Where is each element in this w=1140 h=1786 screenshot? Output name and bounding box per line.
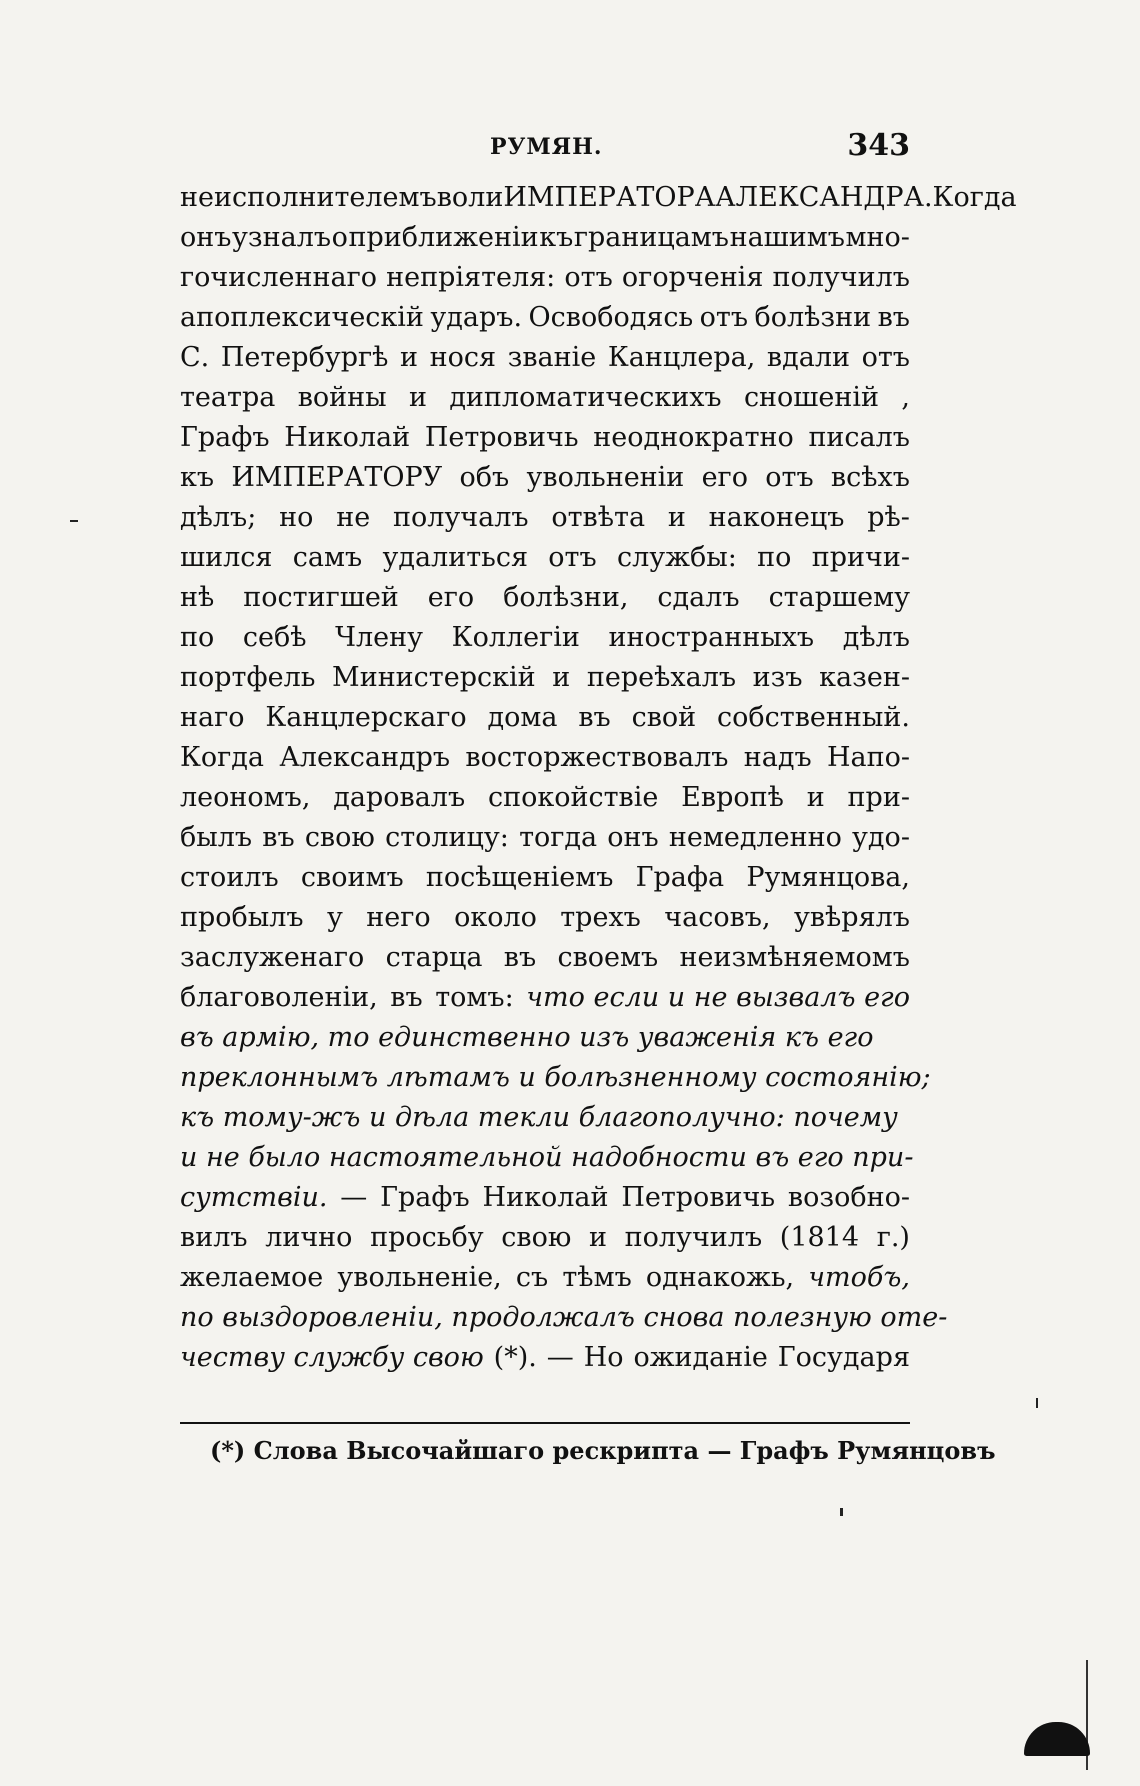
scan-speck (1036, 1398, 1038, 1408)
word: (*). (493, 1342, 537, 1373)
word: къ тому-жъ и дѣла текли благополучно: почему (180, 1102, 898, 1133)
word: заслуженаго (180, 942, 365, 973)
word: воли (436, 182, 504, 213)
word: собственный. (717, 702, 910, 733)
word: надъ (743, 742, 812, 773)
word: его (427, 582, 475, 613)
word: онъ (180, 222, 232, 253)
word: Коллегіи (451, 622, 580, 653)
text-line (180, 578, 910, 618)
word: пробылъ (180, 902, 304, 933)
word: неоднократно (593, 422, 794, 453)
text-line (180, 1138, 914, 1178)
word: объ (459, 462, 510, 493)
text-line (180, 618, 910, 658)
word: отвѣта (551, 502, 646, 533)
word: нося (429, 342, 497, 373)
word: и (400, 342, 419, 373)
word: въ (877, 302, 910, 333)
word: переѣхалъ (586, 662, 737, 693)
word: границамъ (573, 222, 729, 253)
word: непріятеля: (386, 262, 556, 293)
word: по (180, 622, 215, 653)
word: Европѣ (681, 782, 784, 813)
word: при- (847, 782, 910, 813)
word: былъ (180, 822, 253, 853)
text-line (180, 418, 910, 458)
text-line (180, 458, 910, 498)
word: рѣ- (867, 502, 910, 533)
word: Графъ (380, 1182, 470, 1213)
text-line (180, 498, 910, 538)
word: Николай (284, 422, 411, 453)
word: получалъ (392, 502, 529, 533)
word: званіе (507, 342, 597, 373)
word: неисполнителемъ (180, 182, 437, 213)
word: портфель (180, 662, 316, 693)
word: въ армію, то единственно изъ уваженія къ его (180, 1022, 874, 1053)
word: Освободясь (528, 302, 694, 333)
word: Петровичь (424, 422, 579, 453)
word: нѣ (180, 582, 215, 613)
word: казен- (819, 662, 910, 693)
word: Графъ (180, 422, 270, 453)
word: увольненіи (526, 462, 685, 493)
word: желаемое (180, 1262, 324, 1293)
word: чтобъ, (808, 1262, 910, 1293)
word: ИМПЕРАТОРУ (231, 462, 443, 493)
word: и (667, 502, 686, 533)
word: шился (180, 542, 273, 573)
word: болѣзни, (503, 582, 629, 613)
word: Государя (777, 1342, 910, 1373)
word: отъ (861, 342, 910, 373)
text-line (180, 738, 910, 778)
word: къ (539, 222, 574, 253)
word: посѣщеніемъ (425, 862, 614, 893)
footnote-rule (180, 1422, 910, 1424)
thumb-blot (1024, 1722, 1090, 1756)
word: сдалъ (657, 582, 740, 613)
word: Румянцова, (746, 862, 910, 893)
word: въ (262, 822, 295, 853)
word: и (552, 662, 571, 693)
running-head (180, 128, 910, 168)
word: даровалъ (333, 782, 466, 813)
word: удалиться (382, 542, 528, 573)
word: гочисленнаго (180, 262, 377, 293)
word: трехъ (560, 902, 641, 933)
scan-speck (840, 1508, 843, 1516)
word: свой (631, 702, 697, 733)
text-line (180, 818, 910, 858)
word: мно- (845, 222, 910, 253)
word: своемъ (557, 942, 659, 973)
word: въ (578, 702, 611, 733)
text-line (180, 378, 910, 418)
word: Александръ (279, 742, 451, 773)
word: приближеніи (348, 222, 539, 253)
word: апоплексическій (180, 302, 424, 333)
word: онъ (607, 822, 659, 853)
word: Николай (482, 1182, 609, 1213)
word: сношеній (743, 382, 880, 413)
word: огорченія (621, 262, 764, 293)
word: наго (180, 702, 245, 733)
text-line (180, 1058, 931, 1098)
word: увѣрялъ (793, 902, 910, 933)
word: лично (265, 1222, 353, 1253)
text-line (180, 658, 910, 698)
word: однакожь, (645, 1262, 795, 1293)
word: самъ (292, 542, 363, 573)
word: постигшей (243, 582, 399, 613)
word: немедленно (668, 822, 842, 853)
word: Графа (635, 862, 725, 893)
word: и не было настоятельной надобности въ его при- (180, 1142, 914, 1173)
text-line (180, 938, 910, 978)
word: отъ (699, 302, 749, 333)
word: часовъ, (664, 902, 771, 933)
text-line (180, 898, 910, 938)
text-line (180, 218, 910, 258)
word: восторжествовалъ (465, 742, 729, 773)
page-number: 343 (847, 128, 910, 163)
word: къ (180, 462, 215, 493)
text-line (180, 1098, 910, 1138)
word: и (589, 1222, 607, 1253)
word: сутствіи. (180, 1182, 328, 1213)
word: по выздоровленіи, продолжалъ снова полезную оте- (180, 1302, 948, 1333)
text-line (180, 1178, 910, 1218)
word: тѣмъ (562, 1262, 632, 1293)
word: иностранныхъ (608, 622, 815, 653)
text-line (180, 858, 910, 898)
word: томъ: (435, 982, 514, 1013)
body-text (180, 178, 1017, 1378)
word: ожиданіе (633, 1342, 768, 1373)
word: — (546, 1342, 574, 1373)
word: Когда (180, 742, 265, 773)
word: честву службу свою (180, 1342, 484, 1373)
text-line (180, 1258, 910, 1298)
word: причи- (811, 542, 910, 573)
text-line (180, 778, 910, 818)
word: свою (304, 822, 375, 853)
word: Канцлерскаго (265, 702, 467, 733)
word: него (366, 902, 431, 933)
word: всѣхъ (830, 462, 910, 493)
word: г.) (876, 1222, 910, 1253)
text-line (180, 978, 910, 1018)
word: наконецъ (708, 502, 845, 533)
text-line (180, 258, 910, 298)
word: нашимъ (729, 222, 845, 253)
text-line (180, 1218, 910, 1258)
running-title: РУМЯН. (490, 134, 603, 160)
word: — (340, 1182, 368, 1213)
word: дѣлъ (842, 622, 910, 653)
word: его (701, 462, 748, 493)
word: , (901, 382, 910, 413)
word: леономъ, (180, 782, 311, 813)
word: получилъ (772, 262, 910, 293)
word: въ (390, 982, 423, 1013)
text-line (180, 698, 910, 738)
word: вилъ (180, 1222, 248, 1253)
word: вдали (766, 342, 850, 373)
word: возобно- (787, 1182, 910, 1213)
word: свою (501, 1222, 572, 1253)
word: что если и не вызвалъ его (526, 982, 910, 1013)
footnote: (*) Слова Высочайшаго рескрипта — Графъ Румянцовъ (210, 1436, 996, 1465)
word: благоволеніи, (180, 982, 378, 1013)
word: Но (583, 1342, 624, 1373)
word: получилъ (624, 1222, 763, 1253)
text-line (180, 178, 1017, 218)
word: дома (487, 702, 558, 733)
word: старца (385, 942, 483, 973)
word: Члену (335, 622, 424, 653)
word: столицу: (385, 822, 509, 853)
word: преклоннымъ лѣтамъ и болѣзненному состоянію; (180, 1062, 931, 1093)
word: ИМПЕРАТОРА (503, 182, 716, 213)
word: своимъ (300, 862, 404, 893)
word: дипломатическихъ (449, 382, 722, 413)
word: себѣ (242, 622, 307, 653)
word: узналъ (232, 222, 332, 253)
word: но (279, 502, 314, 533)
text-line (180, 1018, 910, 1058)
word: изъ (752, 662, 803, 693)
word: болѣзни (754, 302, 872, 333)
text-line (180, 1298, 948, 1338)
word: просьбу (370, 1222, 484, 1253)
word: Министерскій (332, 662, 536, 693)
word: по (757, 542, 792, 573)
word: неизмѣняемомъ (679, 942, 910, 973)
word: около (454, 902, 537, 933)
word: С. (180, 342, 210, 373)
word: Петровичь (621, 1182, 776, 1213)
word: у (327, 902, 343, 933)
word: спокойствіе (487, 782, 659, 813)
word: въ (503, 942, 537, 973)
word: войны (297, 382, 387, 413)
word: увольненіе, (337, 1262, 502, 1293)
text-line (180, 538, 910, 578)
word: Напо- (826, 742, 910, 773)
word: ударъ. (430, 302, 523, 333)
word: отъ (765, 462, 814, 493)
word: отъ (548, 542, 597, 573)
word: и (806, 782, 825, 813)
text-line (180, 1338, 910, 1378)
word: театра (180, 382, 276, 413)
word: отъ (564, 262, 613, 293)
word: службы: (616, 542, 737, 573)
word: писалъ (808, 422, 910, 453)
word: не (336, 502, 371, 533)
word: АЛЕКСАНДРА. (715, 182, 933, 213)
word: съ (515, 1262, 549, 1293)
text-line (180, 298, 910, 338)
scan-speck (70, 520, 78, 522)
text-line (180, 338, 910, 378)
word: (1814 (779, 1222, 860, 1253)
word: тогда (519, 822, 598, 853)
word: стоилъ (180, 862, 279, 893)
word: старшему (768, 582, 910, 613)
word: Петербургѣ (220, 342, 389, 373)
word: дѣлъ; (180, 502, 257, 533)
word: Канцлера, (607, 342, 756, 373)
word: и (408, 382, 427, 413)
word: Когда (932, 182, 1017, 213)
word: удо- (852, 822, 910, 853)
word: о (331, 222, 348, 253)
